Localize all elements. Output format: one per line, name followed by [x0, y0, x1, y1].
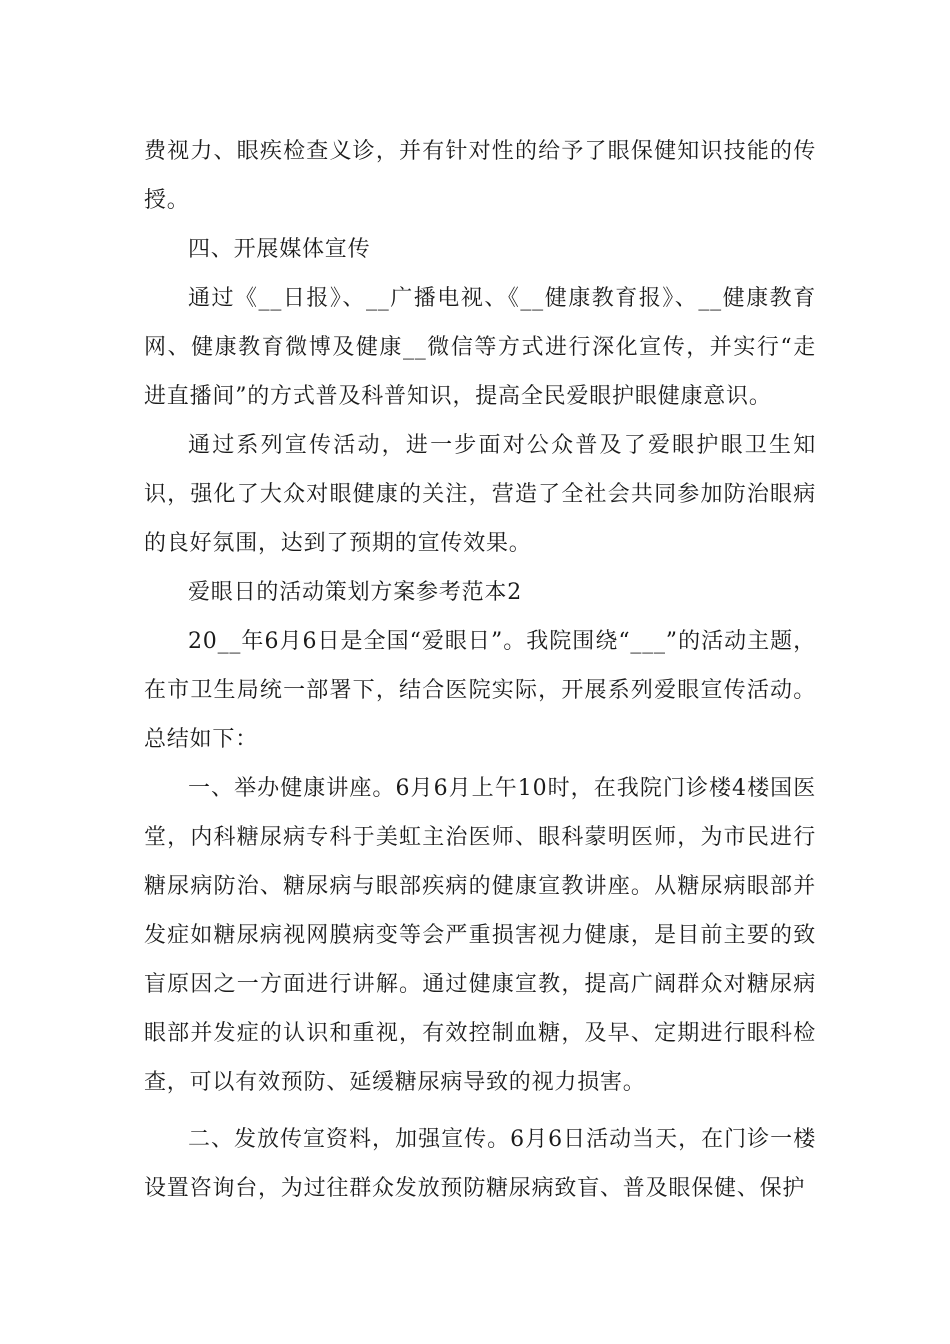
document-body: [144, 127, 816, 1213]
paragraph-continuation: 费视力、眼疾检查义诊，并有针对性的给予了眼保健知识技能的传授。: [144, 139, 816, 213]
paragraph-media-channels: 通过《__日报》、__广播电视、《__健康教育报》、__健康教育网、健康教育微博及健康__微信等方式进行深化宣传，并实行“走进直播间”的方式普及科普知识，提高全民爱眼护眼健康意识。: [144, 286, 816, 409]
paragraph-summary: 通过系列宣传活动，进一步面对公众普及了爱眼护眼卫生知识，强化了大众对眼健康的关注，营造了全社会共同参加防治眼病的良好氛围，达到了预期的宣传效果。: [144, 433, 816, 556]
paragraph-intro: 20__年6月6日是全国“爱眼日”。我院围绕“___”的活动主题，在市卫生局统一部署下，结合医院实际，开展系列爱眼宣传活动。总结如下：: [144, 629, 816, 752]
paragraph-health-lecture: 一、举办健康讲座。6月6月上午10时，在我院门诊楼4楼国医堂，内科糖尿病专科于美虹主治医师、眼科蒙明医师，为市民进行糖尿病防治、糖尿病与眼部疾病的健康宣教讲座。从糖尿病眼部并发症如糖尿病视网膜病变等会严重损害视力健康，是目前主要的致盲原因之一方面进行讲解。通过健康宣教，提高广阔群众对糖尿病眼部并发症的认识和重视，有效控制血糖，及早、定期进行眼科检查，可以有效预防、延缓糖尿病导致的视力损害。: [144, 776, 816, 1095]
document-subtitle: 爱眼日的活动策划方案参考范本2: [188, 580, 522, 605]
paragraph-distribute-materials: 二、发放传宣资料，加强宣传。6月6日活动当天，在门诊一楼设置咨询台，为过往群众发放预防糖尿病致盲、普及眼保健、保护: [144, 1127, 816, 1201]
section-heading-media: 四、开展媒体宣传: [188, 237, 371, 262]
